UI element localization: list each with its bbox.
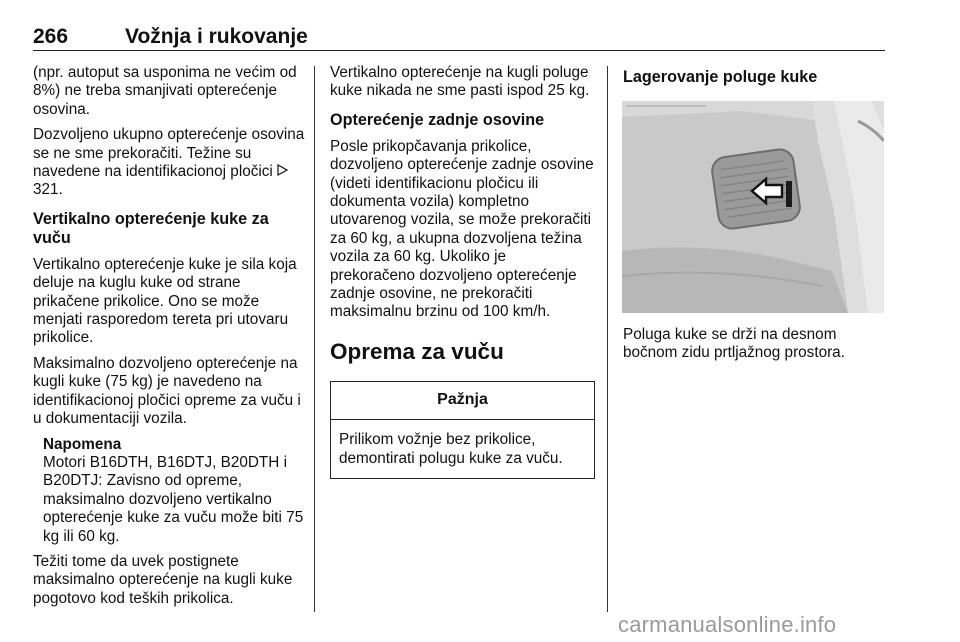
heading-towbar-storage: Lagerovanje poluge kuke (623, 68, 818, 86)
paragraph-heavy-trailers: Težiti tome da uvek postignete maksimalno opterećenje na kugli kuke pogotovo kod teških prikolica. (33, 552, 293, 607)
page-title: Vožnja i rukovanje (125, 25, 308, 48)
watermark: carmanualsonline.info (618, 612, 837, 637)
paragraph-vertical-force: Vertikalno opterećenje kuke je sila koja deluje na kuglu kuke od strane prikačene prikolice. Ono se može menjati rasporedom tereta pri utovaru prikolice. (33, 255, 297, 347)
axle-limit-text: Dozvoljeno ukupno opterećenje osovina se ne sme prekoračiti. Težine su navedene na identifikacionoj pločici (33, 126, 305, 181)
caution-text: Prilikom vožnje bez prikolice, demontirati polugu kuke za vuču. (339, 431, 563, 467)
note-box (43, 436, 305, 546)
heading-towing-equipment: Oprema za vuču (330, 338, 504, 364)
page-number: 266 (33, 25, 69, 48)
paragraph-min-load: Vertikalno opterećenje na kugli poluge kuke nikada ne sme pasti ispod 25 kg. (330, 64, 590, 100)
caution-box (330, 381, 595, 479)
arrow-right-outline-icon[interactable] (277, 163, 288, 180)
column-right (623, 64, 888, 370)
towbar-storage-photo (622, 101, 884, 313)
page-header (33, 22, 885, 51)
column-middle (330, 64, 595, 479)
paragraph-rear-axle: Posle prikopčavanja prikolice, dozvoljeno opterećenje zadnje osovine (videti identifikacionu pločicu ili dokumenta vozila) kompletno utovarenog vozila, se može prekoračiti za 60 kg, a ukupna dozvoljena težina vozila za 60 kg. Ukoliko je prekoračeno dozvoljeno opterećenje zadnje osovine, ne prekoračiti maksimalnu brzinu od 100 km/h. (330, 137, 594, 321)
note-text: Motori B16DTH, B16DTJ, B20DTH i B20DTJ: Zavisno od opreme, maksimalno dozvoljeno vertikalno opterećenje kuke za vuču može biti 75 kg ili 60 kg. (43, 453, 304, 545)
heading-vertical-load: Vertikalno opterećenje kuke za vuču (33, 209, 269, 247)
heading-rear-axle: Opterećenje zadnje osovine (330, 110, 545, 129)
page-reference[interactable]: 321. (33, 181, 63, 199)
column-divider-1 (314, 66, 315, 612)
column-divider-2 (607, 66, 608, 612)
paragraph-max-load: Maksimalno dozvoljeno opterećenje na kugli kuke (75 kg) je navedeno na identifikacionoj pločici opreme za vuču i u dokumentaciji vozila. (33, 354, 301, 428)
paragraph-load-reduction: (npr. autoput sa usponima ne većim od 8%) ne treba smanjivati opterećenje osovina. (33, 64, 297, 118)
column-left (33, 64, 305, 615)
note-title: Napomena (43, 435, 122, 453)
caution-title: Pažnja (331, 382, 594, 420)
paragraph-axle-limit (33, 126, 305, 200)
photo-caption: Poluga kuke se drži na desnom bočnom zidu prtljažnog prostora. (623, 326, 845, 362)
